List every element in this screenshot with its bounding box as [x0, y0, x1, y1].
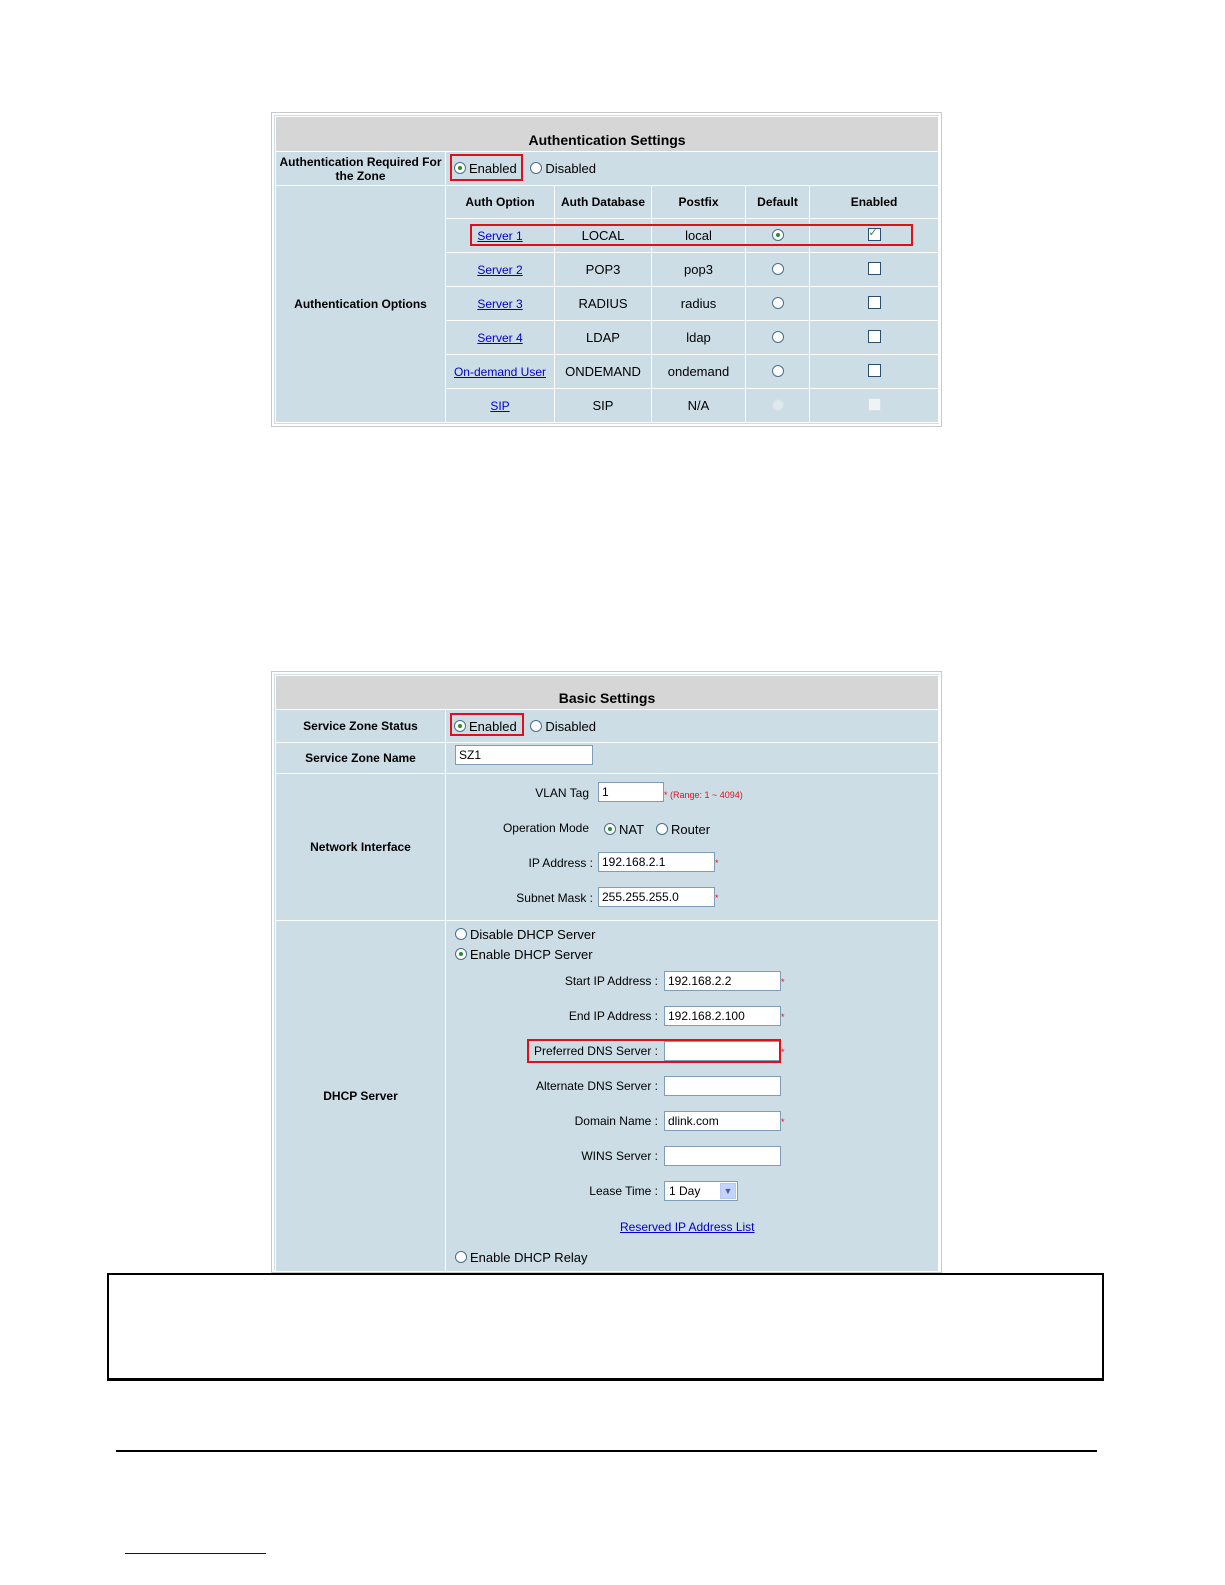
server-2-link[interactable]: Server 2	[477, 263, 523, 277]
end-ip-label: End IP Address :	[568, 1009, 658, 1023]
reserved-ip-address-list-link[interactable]: Reserved IP Address List	[620, 1220, 755, 1234]
ip-address-label: IP Address :	[528, 856, 593, 870]
opmode-router-label: Router	[671, 822, 711, 837]
dhcp-enable-radio[interactable]	[455, 948, 467, 960]
dhcp-relay-label: Enable DHCP Relay	[470, 1250, 588, 1265]
default-radio-sip-disabled	[772, 399, 784, 411]
cell-database: LOCAL	[555, 219, 652, 253]
dhcp-disable-label: Disable DHCP Server	[470, 927, 596, 942]
zone-enabled-radio-group[interactable]	[446, 719, 520, 734]
cell-postfix: local	[652, 219, 746, 253]
authentication-settings-title: Authentication Settings	[276, 117, 939, 152]
auth-options-label: Authentication Options	[276, 186, 446, 423]
opmode-nat-radio[interactable]	[604, 823, 616, 835]
opmode-router-radio[interactable]	[656, 823, 668, 835]
auth-required-options	[446, 152, 939, 186]
cell-postfix: ldap	[652, 321, 746, 355]
cell-database: ONDEMAND	[555, 355, 652, 389]
alternate-dns-label: Alternate DNS Server :	[535, 1079, 658, 1093]
enabled-checkbox-server-3[interactable]	[868, 296, 881, 309]
col-header-default: Default	[746, 186, 810, 219]
dhcp-enable-label: Enable DHCP Server	[470, 947, 593, 962]
zone-disabled-label: Disabled	[545, 718, 596, 734]
dhcp-relay-radio-group[interactable]	[455, 1250, 588, 1265]
mask-required-star: *	[715, 893, 719, 903]
preferred-dns-input[interactable]	[664, 1041, 781, 1061]
alternate-dns-input[interactable]	[664, 1076, 781, 1096]
cell-postfix: radius	[652, 287, 746, 321]
domain-required-star: *	[781, 1117, 785, 1127]
opmode-router-radio-group[interactable]	[656, 822, 710, 837]
subnet-mask-label: Subnet Mask :	[516, 891, 593, 905]
start-ip-input[interactable]	[664, 971, 781, 991]
dhcp-disable-radio[interactable]	[455, 928, 467, 940]
preferred-dns-label: Preferred DNS Server :	[533, 1044, 658, 1058]
on-demand-user-link[interactable]: On-demand User	[453, 365, 547, 379]
service-zone-status-options	[446, 710, 939, 743]
vlan-range-hint: * (Range: 1 ~ 4094)	[664, 790, 743, 800]
enabled-checkbox-server-4[interactable]	[868, 330, 881, 343]
dhcp-disable-radio-group[interactable]	[455, 927, 595, 942]
chevron-down-icon[interactable]: ▼	[720, 1183, 736, 1199]
dhcp-server-label: DHCP Server	[276, 921, 446, 1272]
network-interface-label: Network Interface	[276, 774, 446, 921]
zone-disabled-radio[interactable]	[530, 720, 542, 732]
service-zone-name-input[interactable]	[455, 745, 593, 765]
server-4-link[interactable]: Server 4	[477, 331, 523, 345]
authentication-settings-table	[275, 116, 939, 423]
server-1-link[interactable]: Server 1	[477, 229, 523, 243]
service-zone-status-label: Service Zone Status	[276, 710, 446, 743]
ip-address-input[interactable]	[598, 852, 715, 872]
auth-enabled-radio[interactable]	[454, 162, 466, 174]
opmode-nat-label: NAT	[619, 822, 645, 837]
auth-required-label: Authentication Required For the Zone	[276, 152, 446, 186]
cell-database: LDAP	[555, 321, 652, 355]
enabled-checkbox-server-1[interactable]	[868, 228, 881, 241]
auth-enabled-label: Enabled	[469, 161, 517, 176]
basic-settings-title: Basic Settings	[276, 676, 939, 710]
col-header-auth-database: Auth Database	[555, 186, 652, 219]
default-radio-server-2[interactable]	[772, 263, 784, 275]
footer-link-underline	[125, 1553, 266, 1554]
auth-disabled-label: Disabled	[545, 161, 596, 176]
note-box	[107, 1273, 1104, 1381]
lease-time-select[interactable]	[664, 1181, 738, 1201]
subnet-mask-input[interactable]	[598, 887, 715, 907]
domain-name-input[interactable]	[664, 1111, 781, 1131]
start-ip-required-star: *	[781, 977, 785, 987]
end-ip-input[interactable]	[664, 1006, 781, 1026]
zone-enabled-radio[interactable]	[454, 720, 466, 732]
ip-required-star: *	[715, 858, 719, 868]
end-ip-required-star: *	[781, 1012, 785, 1022]
col-header-enabled: Enabled	[810, 186, 939, 219]
vlan-tag-label: VLAN Tag	[535, 786, 589, 800]
wins-server-input[interactable]	[664, 1146, 781, 1166]
default-radio-server-1[interactable]	[772, 229, 784, 241]
zone-disabled-radio-group[interactable]	[530, 719, 596, 734]
cell-postfix: ondemand	[652, 355, 746, 389]
default-radio-on-demand[interactable]	[772, 365, 784, 377]
cell-postfix: N/A	[652, 389, 746, 423]
operation-mode-label: Operation Mode	[502, 821, 589, 835]
cell-database: RADIUS	[555, 287, 652, 321]
default-radio-server-4[interactable]	[772, 331, 784, 343]
vlan-tag-input[interactable]	[598, 782, 664, 802]
cell-postfix: pop3	[652, 253, 746, 287]
default-radio-server-3[interactable]	[772, 297, 784, 309]
start-ip-label: Start IP Address :	[564, 974, 658, 988]
server-3-link[interactable]: Server 3	[477, 297, 523, 311]
footer-rule	[116, 1450, 1097, 1452]
wins-server-label: WINS Server :	[581, 1149, 658, 1163]
zone-enabled-label: Enabled	[469, 718, 517, 734]
cell-database: POP3	[555, 253, 652, 287]
authentication-settings-panel	[271, 112, 942, 427]
dhcp-relay-radio[interactable]	[455, 1251, 467, 1263]
service-zone-name-label: Service Zone Name	[276, 743, 446, 774]
dhcp-enable-radio-group[interactable]	[455, 947, 593, 962]
preferred-dns-required-star: *	[781, 1047, 785, 1057]
auth-enabled-radio-group[interactable]	[446, 161, 520, 176]
sip-link[interactable]: SIP	[490, 399, 510, 413]
enabled-checkbox-server-2[interactable]	[868, 262, 881, 275]
basic-settings-panel	[271, 671, 942, 1273]
col-header-auth-option: Auth Option	[446, 186, 555, 219]
auth-disabled-radio-group[interactable]	[530, 161, 596, 176]
lease-time-label: Lease Time :	[589, 1184, 658, 1198]
opmode-nat-radio-group[interactable]	[604, 822, 644, 837]
col-header-postfix: Postfix	[652, 186, 746, 219]
lease-time-value: 1 Day	[669, 1184, 701, 1198]
enabled-checkbox-sip-disabled	[868, 398, 881, 411]
auth-disabled-radio[interactable]	[530, 162, 542, 174]
cell-database: SIP	[555, 389, 652, 423]
domain-name-label: Domain Name :	[574, 1114, 658, 1128]
enabled-checkbox-on-demand[interactable]	[868, 364, 881, 377]
